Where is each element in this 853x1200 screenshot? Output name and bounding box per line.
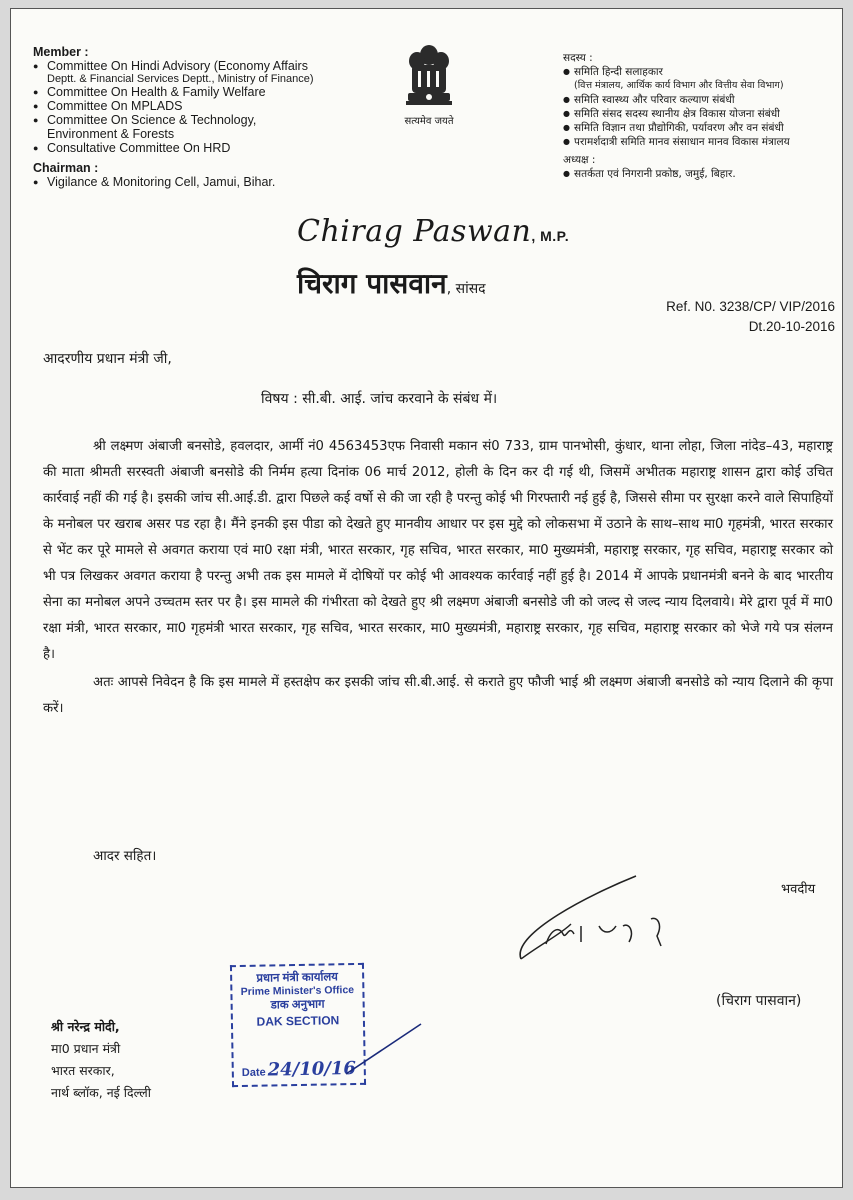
- letter-page: [10, 8, 843, 1188]
- stamp-line: DAK SECTION: [256, 1013, 340, 1029]
- member-heading-hindi: सदस्य :: [563, 52, 593, 64]
- national-emblem: [393, 43, 465, 127]
- letterhead-english: [33, 45, 373, 189]
- body-paragraph: अतः आपसे निवेदन है कि इस मामले में हस्तक्षेप कर इसकी जांच सी.बी.आई. से कराते हुए फौजी भाई श्री लक्ष्मण अंबाजी बनसोडे को न्याय दिलाने की कृपा करें।: [43, 675, 833, 716]
- reference-block: [625, 297, 835, 337]
- list-item: ● परामर्शदात्री समिति मानव संसाधान मानव विकास मंत्रालय: [563, 135, 843, 149]
- stamp-date: Date24/10/16: [241, 1057, 357, 1081]
- list-item: ● Committee On Health & Family Welfare: [33, 85, 373, 99]
- letter-body: [43, 434, 833, 724]
- addressee-block: [51, 1016, 151, 1104]
- stamp-line: प्रधान मंत्री कार्यालय: [256, 971, 339, 985]
- list-item: ● समिति हिन्दी सलाहकार: [563, 65, 843, 79]
- stamp-line: डाक अनुभाग: [270, 998, 325, 1012]
- signatory-name: (चिराग पासवान): [716, 993, 802, 1009]
- member-heading: Member :: [33, 45, 89, 59]
- addressee-line: भारत सरकार,: [51, 1063, 115, 1078]
- closing: आदर सहित।: [93, 848, 157, 864]
- body-paragraph: श्री लक्ष्मण अंबाजी बनसोडे, हवलदार, आर्मी नं0 4563453एफ निवासी मकान सं0 733, ग्राम पानभोसी, कुंधार, थाना लोहा, जिला नांदेड–43, महाराष्ट्र की माता श्रीमती सरस्वती अंबाजी बनसोडे की निर्मम हत्या दिनांक 06 मार्च 2012, होली के दिन कर दी गई थी, जिसमें अभीतक महाराष्ट्र शासन द्वारा कोई उचित कार्रवाई नहीं की गई है। इसकी जांच सी.आई.डी. द्वारा पिछले कई वर्षो से की जा रही है परन्तु कोई भी गिरफ्तारी नई हुई है, जिससे सीमा पर सुरक्षा करने वाले सिपाहियों के मनोबल पर खराब असर पड रहा है। मैंने इनकी इस पीडा को देखते हुए मानवीय आधार पर इस मुद्दे को लोकसभा में उठाने के साथ–साथ मा0 गृहमंत्री, भारत सरकार से भेंट कर पूरे मामले से अवगत कराया एवं मा0 रक्षा मंत्री, भारत सरकार, गृह सचिव, भारत सरकार, मा0 मुख्यमंत्री, महाराष्ट्र सरकार, गृह सचिव, महाराष्ट्र सरकार को भी पत्र लिखकर अवगत कराया है परन्तु अभी तक इस मामले में दोषियों पर कोई भी आवश्यक कार्रवाई नहीं हुई है। 2014 में आपके प्रधानमंत्री बनने के बाद भारतीय सेना का मनोबल अपने उच्चतम स्तर पर है। इस मामले की गंभीरता को देखते हुए श्री लक्ष्मण अंबाजी बनसोडे जी को जल्द से जल्द न्याय दिलवाये। मेरे द्वारा पूर्व में मा0 रक्षा मंत्री, भारत सरकार, मा0 गृहमंत्री भारत सरकार, गृह सचिव, भारत सरकार, मा0 मुख्यमंत्री, महाराष्ट्र सरकार, गृह सचिव, महाराष्ट्र सरकार को भेजे गये पत्र संलग्न है।: [43, 439, 834, 662]
- list-item: ● Committee On Science & Technology, Environment & Forests: [33, 113, 373, 141]
- valediction: भवदीय: [781, 882, 816, 897]
- chairman-list-hindi: [563, 167, 843, 181]
- reference-number: Ref. N0. 3238/CP/ VIP/2016: [666, 299, 835, 314]
- member-committee-list: [33, 59, 373, 155]
- sender-name-english: Chirag Paswan, M.P.: [297, 214, 570, 249]
- list-item: ● Committee On MPLADS: [33, 99, 373, 113]
- addressee-line: श्री नरेन्द्र मोदी,: [51, 1019, 120, 1034]
- list-item: ● सतर्कता एवं निगरानी प्रकोष्ठ, जमुई, बिहार.: [563, 167, 843, 181]
- chairman-list: [33, 175, 373, 189]
- emblem-motto: सत्यमेव जयते: [404, 116, 454, 127]
- addressee-line: नार्थ ब्लॉक, नई दिल्ली: [51, 1085, 152, 1100]
- letterhead-hindi: [563, 51, 843, 181]
- member-committee-list-hindi: [563, 65, 843, 149]
- addressee-line: मा0 प्रधान मंत्री: [51, 1041, 121, 1056]
- chairman-heading: Chairman :: [33, 161, 99, 175]
- list-item: ● समिति स्वास्थ्य और परिवार कल्याण संबंधी: [563, 93, 843, 107]
- reference-date: Dt.20-10-2016: [748, 319, 835, 334]
- salutation: आदरणीय प्रधान मंत्री जी,: [43, 351, 172, 367]
- subject-line: विषय : सी.बी. आई. जांच करवाने के संबंध में।: [261, 391, 498, 407]
- ashoka-emblem-icon: [400, 43, 458, 115]
- list-item-sub: (वित्त मंत्रालय, आर्थिक कार्य विभाग और वित्तीय सेवा विभाग): [574, 80, 784, 91]
- stamp-tick-mark-icon: [341, 1019, 431, 1079]
- stamp-line: Prime Minister's Office: [240, 984, 355, 998]
- list-item: ● Vigilance & Monitoring Cell, Jamui, Bihar.: [33, 175, 373, 189]
- handwritten-signature-icon: [451, 864, 751, 984]
- list-item: ● Consultative Committee On HRD: [33, 141, 373, 155]
- sender-name-hindi: चिराग पासवान, सांसद: [297, 267, 486, 300]
- chairman-heading-hindi: अध्यक्ष :: [563, 154, 596, 166]
- list-item: ● समिति विज्ञान तथा प्रौद्योगिकी, पर्यावरण और वन संबंधी: [563, 121, 843, 135]
- list-item: ● Committee On Hindi Advisory (Economy Affairs Deptt. & Financial Services Deptt., Ministry of Finance): [33, 59, 373, 85]
- list-item: ● समिति संसद सदस्य स्थानीय क्षेत्र विकास योजना संबंधी: [563, 107, 843, 121]
